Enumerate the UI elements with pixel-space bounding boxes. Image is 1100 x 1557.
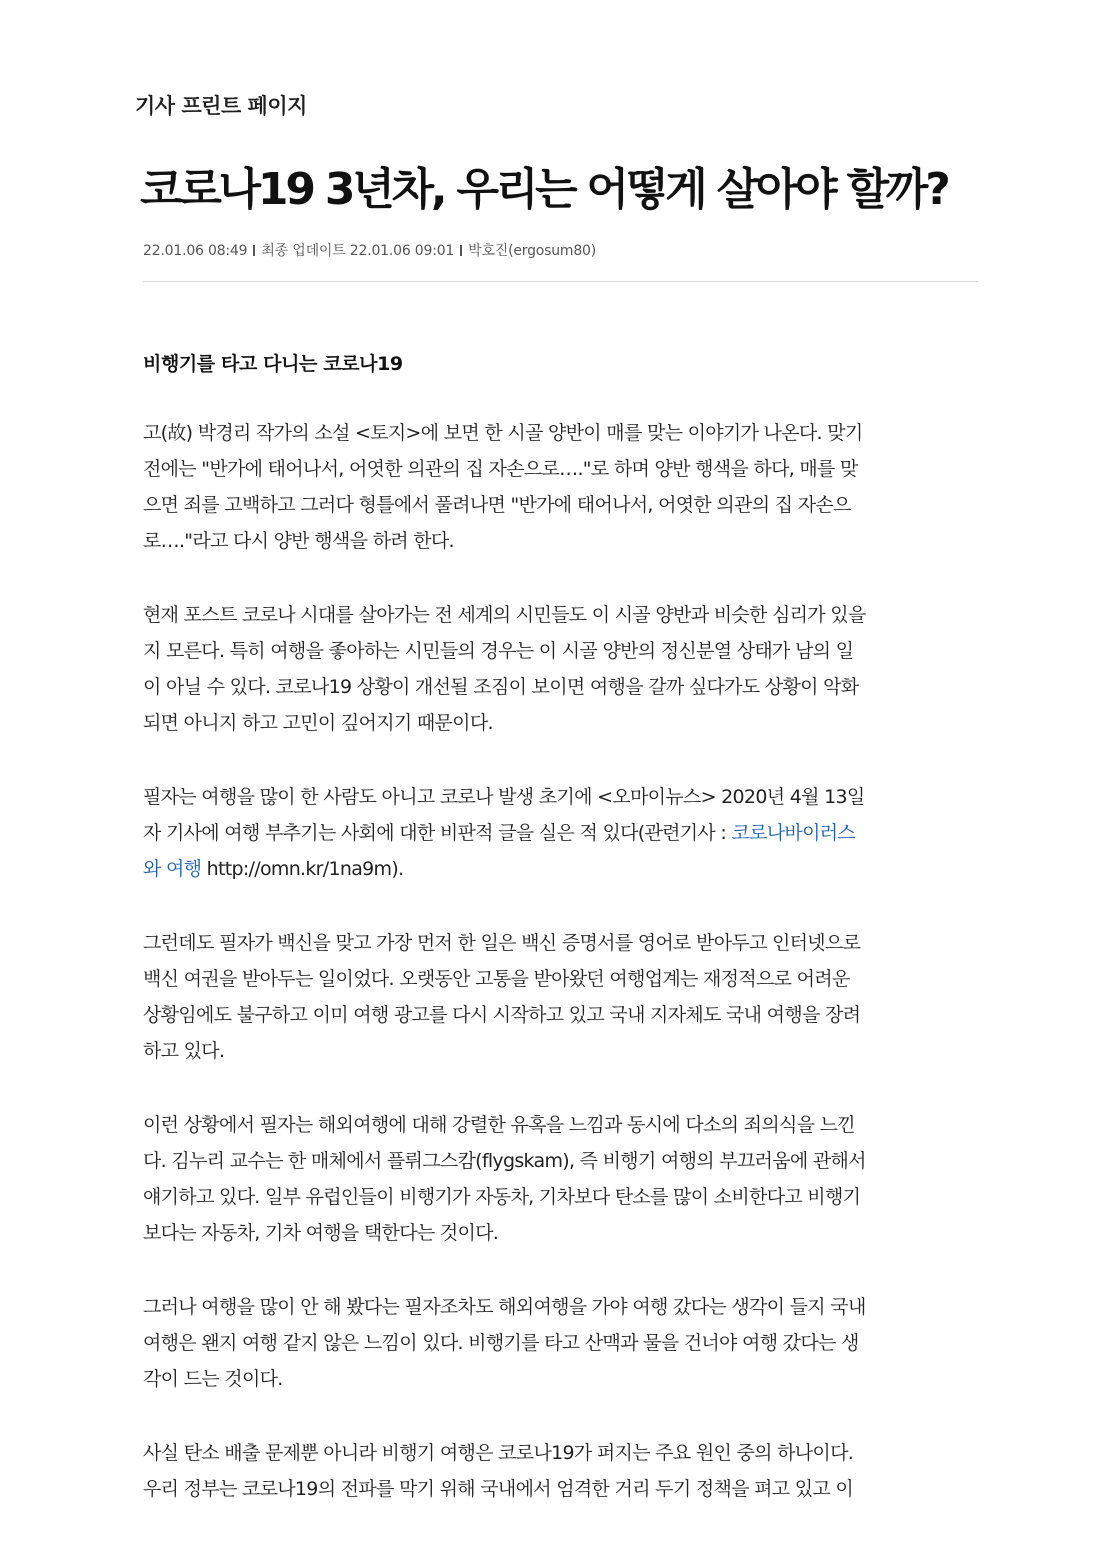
body-line: 고(故) 박경리 작가의 소설 <토지>에 보면 한 시골 양반이 매를 맞는 이야기가 나온다. 맞기	[143, 422, 863, 444]
updated-date: 최종 업데이트 22.01.06 09:01	[261, 243, 455, 259]
body-line: 그런데도 필자가 백신을 맞고 가장 먼저 한 일은 백신 증명서를 영어로 받아두고 인터넷으로	[143, 932, 861, 954]
author-name: 박호진(ergosum80)	[468, 243, 597, 259]
paragraph-1	[143, 415, 978, 559]
article-body	[143, 415, 978, 1545]
header-divider	[143, 281, 978, 282]
paragraph-7	[143, 1435, 978, 1507]
body-line: 이런 상황에서 필자는 해외여행에 대해 강렬한 유혹을 느낌과 동시에 다소의 죄의식을 느낀	[143, 1114, 855, 1136]
meta-separator	[460, 245, 462, 256]
published-date: 22.01.06 08:49	[143, 243, 248, 259]
paragraph-4	[143, 925, 978, 1069]
body-line: 여행은 왠지 여행 같지 않은 느낌이 있다. 비행기를 타고 산맥과 물을 건너야 여행 갔다는 생	[143, 1332, 859, 1354]
body-line	[143, 815, 978, 851]
body-line: 지 모른다. 특히 여행을 좋아하는 시민들의 경우는 이 시골 양반의 정신분열 상태가 남의 일	[143, 640, 854, 662]
body-line: 각이 드는 것이다.	[143, 1368, 283, 1390]
paragraph-6	[143, 1289, 978, 1397]
related-article-link[interactable]: 코로나바이러스	[731, 822, 856, 844]
body-line: 으면 죄를 고백하고 그러다 형틀에서 풀려나면 "반가에 태어나서, 어엿한 의관의 집 자손으	[143, 494, 851, 516]
body-line	[143, 851, 978, 887]
body-line: 백신 여권을 받아두는 일이었다. 오랫동안 고통을 받아왔던 여행업계는 재정적으로 어려운	[143, 968, 850, 990]
body-line: 보다는 자동차, 기차 여행을 택한다는 것이다.	[143, 1222, 499, 1244]
paragraph-2	[143, 597, 978, 741]
body-line: 그러나 여행을 많이 안 해 봤다는 필자조차도 해외여행을 가야 여행 갔다는 생각이 들지 국내	[143, 1296, 866, 1318]
body-line: 이 아닐 수 있다. 코로나19 상황이 개선될 조짐이 보이면 여행을 갈까 싶다가도 상황이 악화	[143, 676, 859, 698]
article-meta	[143, 240, 596, 260]
print-page-label: 기사 프린트 페이지	[135, 94, 307, 118]
body-line: 얘기하고 있다. 일부 유럽인들이 비행기가 자동차, 기차보다 탄소를 많이 소비한다고 비행기	[143, 1186, 861, 1208]
paragraph-3	[143, 779, 978, 887]
body-line: 우리 정부는 코로나19의 전파를 막기 위해 국내에서 엄격한 거리 두기 정책을 펴고 있고 이	[143, 1478, 854, 1500]
body-line: 현재 포스트 코로나 시대를 살아가는 전 세계의 시민들도 이 시골 양반과 비슷한 심리가 있을	[143, 604, 866, 626]
body-line: 사실 탄소 배출 문제뿐 아니라 비행기 여행은 코로나19가 퍼지는 주요 원인 중의 하나이다.	[143, 1442, 854, 1464]
meta-separator	[253, 245, 255, 256]
article-title: 코로나19 3년차, 우리는 어떻게 살아야 할까?	[140, 164, 948, 215]
body-line: 로…."라고 다시 양반 행색을 하려 한다.	[143, 530, 454, 552]
paragraph-5	[143, 1107, 978, 1251]
body-line: 전에는 "반가에 태어나서, 어엿한 의관의 집 자손으로…."로 하며 양반 행색을 하다, 매를 맞	[143, 458, 858, 480]
body-text: 자 기사에 여행 부추기는 사회에 대한 비판적 글을 실은 적 있다(관련기사 :	[143, 822, 732, 844]
related-article-url: http://omn.kr/1na9m).	[201, 858, 404, 880]
related-article-link-continued[interactable]: 와 여행	[143, 858, 202, 880]
body-line: 다. 김누리 교수는 한 매체에서 플뤼그스캄(flygskam), 즉 비행기 여행의 부끄러움에 관해서	[143, 1150, 866, 1172]
body-line: 상황임에도 불구하고 이미 여행 광고를 다시 시작하고 있고 국내 지자체도 국내 여행을 장려	[143, 1004, 861, 1026]
body-line: 되면 아니지 하고 고민이 깊어지기 때문이다.	[143, 712, 493, 734]
body-line: 필자는 여행을 많이 한 사람도 아니고 코로나 발생 초기에 <오마이뉴스> 2020년 4월 13일	[143, 786, 865, 808]
article-subheading: 비행기를 타고 다니는 코로나19	[143, 353, 403, 375]
body-line: 하고 있다.	[143, 1040, 225, 1062]
